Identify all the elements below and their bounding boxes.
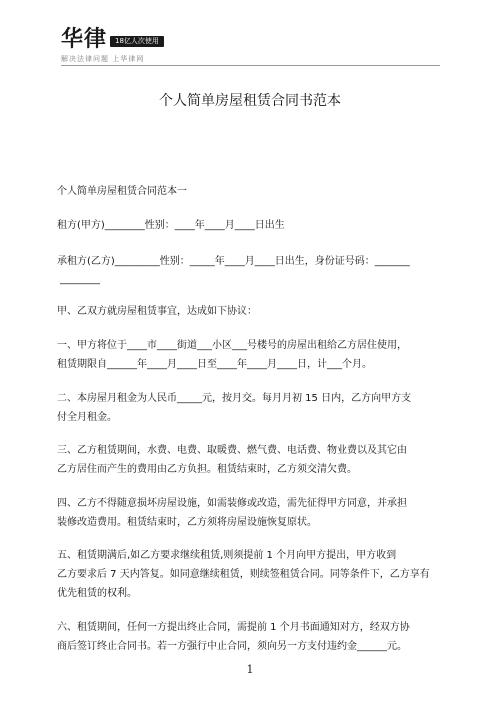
lessee-line-cont: ________ xyxy=(60,274,100,285)
brand-logo[interactable]: 华律 xyxy=(61,27,108,52)
clause-2-line-1: 二、本房屋月租金为人民币_____元，按月交。每月月初 15 日内，乙方向甲方支 xyxy=(57,393,412,404)
page-number: 1 xyxy=(246,663,254,676)
header-divider xyxy=(61,65,440,66)
clause-4-line-1: 四、乙方不得随意损坏房屋设施，如需装修或改造，需先征得甲方同意，并承担 xyxy=(57,498,407,509)
clause-1-line-2: 租赁期限自______年____月____日至____年____月____日，计___个月。 xyxy=(57,359,372,370)
clause-6-line-2: 商后签订终止合同书。若一方强行中止合同，须向另一方支付违约金______元。 xyxy=(57,641,407,652)
brand-slogan: 解决法律问题 上华律网 xyxy=(61,55,145,63)
clause-6-line-1: 六、租赁期间，任何一方提出终止合同，需提前 1 个月书面通知对方，经双方协 xyxy=(57,622,410,633)
usage-badge: 18亿人次使用 xyxy=(110,36,164,47)
clause-4-line-2: 装修改造费用。租赁结束时，乙方须将房屋设施恢复原状。 xyxy=(57,517,317,528)
lessor-line: 租方(甲方)________性别：____年____月____日出生 xyxy=(57,220,285,231)
subtitle-line: 个人简单房屋租赁合同范本一 xyxy=(57,186,187,197)
clause-3-line-1: 三、乙方租赁期间，水费、电费、取暖费、燃气费、电话费、物业费以及其它由 xyxy=(57,445,407,456)
lessee-line: 承租方(乙方)_________性别：_____年____月____日出生，身份证号码：_______ xyxy=(57,256,410,267)
agreement-intro: 甲、乙双方就房屋租赁事宜，达成如下协议： xyxy=(57,306,257,317)
clause-5-line-1: 五、租赁期满后,如乙方要求继续租赁,则须提前 1 个月向甲方提出，甲方收到 xyxy=(57,550,397,561)
site-header xyxy=(0,0,500,68)
clause-1-line-1: 一、甲方将位于____市____街道___小区___号楼号的房屋出租给乙方居住使用， xyxy=(57,340,407,351)
clause-5-line-2: 乙方要求后 7 天内答复。如同意继续租赁，则续签租赁合同。同等条件下，乙方享有 xyxy=(57,569,430,580)
clause-2-line-2: 付全月租金。 xyxy=(57,412,117,423)
clause-3-line-2: 乙方居住而产生的费用由乙方负担。租赁结束时，乙方须交清欠费。 xyxy=(57,464,357,475)
document-title: 个人简单房屋租赁合同书范本 xyxy=(159,93,341,109)
clause-5-line-3: 优先租赁的权利。 xyxy=(57,588,137,599)
